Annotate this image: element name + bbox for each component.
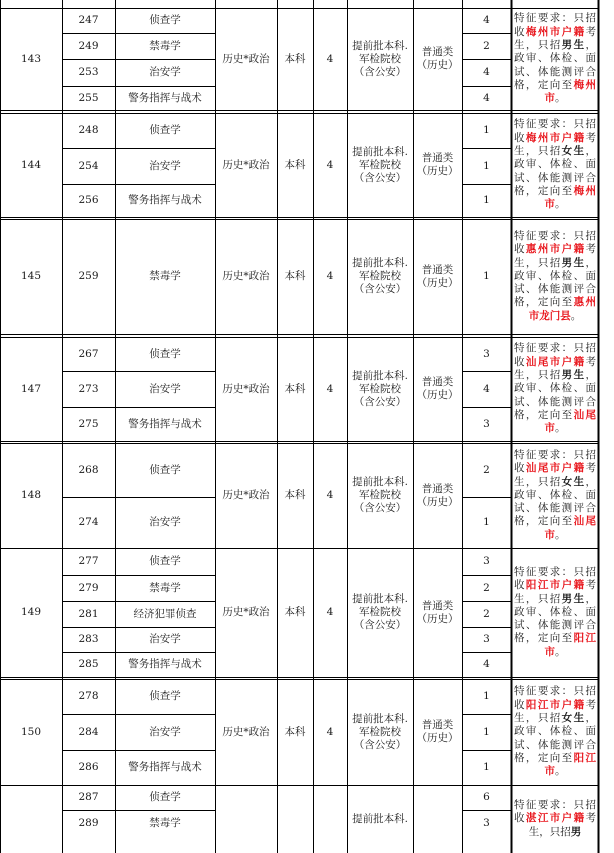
remark-text xyxy=(514,449,596,542)
batch-cell xyxy=(347,679,413,785)
major-code-cell xyxy=(62,750,115,785)
major-name-cell-text: 禁毒学 xyxy=(149,581,181,594)
major-name-cell-text: 禁毒学 xyxy=(149,270,181,282)
remark-cell xyxy=(512,443,598,548)
plan-count-cell-text: 2 xyxy=(483,581,490,594)
major-name-cell-text: 侦查学 xyxy=(149,347,181,360)
major-name-cell xyxy=(115,679,215,714)
major-code-cell xyxy=(62,575,115,601)
remark-text xyxy=(514,12,596,105)
major-code-cell xyxy=(62,371,115,407)
plan-count-cell xyxy=(462,8,511,33)
major-code-cell-text: 285 xyxy=(78,658,99,670)
remark-bold: 女生 xyxy=(561,475,586,488)
plan-count-cell-text: 4 xyxy=(483,14,490,26)
remark-run: ，政审、体检、面试、体能测评合格，定向至 xyxy=(514,256,597,309)
duration-cell xyxy=(313,113,347,217)
major-name-cell-text: 治安学 xyxy=(149,66,181,78)
remark-bold: 女生 xyxy=(561,712,586,725)
remark-run: 特征要求：只招收 xyxy=(514,799,596,825)
remark-highlight: 阳江市户籍 xyxy=(525,698,586,711)
major-name-cell xyxy=(115,750,215,785)
remark-run: 。 xyxy=(570,309,582,322)
major-name-cell-text: 警务指挥与战术 xyxy=(128,194,202,206)
plan-count-cell xyxy=(462,443,511,497)
plan-count-cell xyxy=(462,575,511,601)
subject-requirement-cell-text: 历史*政治 xyxy=(222,382,270,395)
plan-count-cell-text: 1 xyxy=(483,159,490,172)
subject-requirement-cell xyxy=(215,548,277,677)
major-code-cell-text: 274 xyxy=(78,516,99,528)
major-name-cell xyxy=(115,601,215,627)
category-cell-text: 普通类 （历史） xyxy=(416,46,459,71)
remark-run: 。 xyxy=(555,422,566,435)
major-code-cell xyxy=(62,497,115,548)
major-code-cell-text: 247 xyxy=(78,14,99,26)
remark-run: 考生，只招 xyxy=(514,579,597,605)
group-seq-cell xyxy=(0,679,62,785)
remark-run: 特征要求：只招收 xyxy=(514,448,596,475)
remark-highlight: 汕尾市 xyxy=(544,408,597,435)
category-cell-text: 普通类 （历史） xyxy=(416,719,459,744)
major-name-cell-text: 侦查学 xyxy=(149,463,181,476)
major-name-cell-text: 治安学 xyxy=(149,725,181,738)
plan-count-cell xyxy=(462,184,511,217)
group-seq-cell-text: 144 xyxy=(20,158,42,171)
batch-cell-text: 提前批本科. 军检院校 （含公安） xyxy=(352,593,408,631)
remark-run: 特征要求：只招收 xyxy=(514,12,596,38)
remark-run: ，政审、体检、面试、体能测评合格，定向至 xyxy=(514,475,597,528)
remark-run: 。 xyxy=(555,645,566,658)
category-cell xyxy=(413,548,462,677)
plan-count-cell xyxy=(462,679,511,714)
remark-text xyxy=(514,342,596,435)
plan-count-cell xyxy=(462,714,511,750)
batch-cell-text: 提前批本科. 军检院校 （含公安） xyxy=(352,39,408,78)
major-name-cell xyxy=(115,407,215,441)
category-cell xyxy=(413,113,462,217)
major-name-cell xyxy=(115,219,215,334)
subject-requirement-cell xyxy=(215,337,277,441)
subject-requirement-cell xyxy=(215,113,277,217)
subject-requirement-cell-text: 历史*政治 xyxy=(222,606,270,618)
major-code-cell-text: 283 xyxy=(78,633,99,645)
group-seq-cell-text: 148 xyxy=(20,489,42,501)
major-code-cell-text: 286 xyxy=(78,761,99,773)
group-seq-cell-text: 147 xyxy=(20,382,42,395)
plan-count-cell xyxy=(462,371,511,407)
plan-count-cell xyxy=(462,86,511,110)
plan-count-cell xyxy=(462,113,511,148)
level-cell xyxy=(277,113,313,217)
major-code-cell-text: 273 xyxy=(78,382,99,395)
category-cell xyxy=(413,8,462,110)
duration-cell-text: 4 xyxy=(326,158,334,171)
major-code-cell xyxy=(62,679,115,714)
major-code-cell-text: 278 xyxy=(78,690,99,702)
major-code-cell xyxy=(62,652,115,677)
plan-count-cell-text: 1 xyxy=(483,690,490,702)
batch-cell-text: 提前批本科. 军检院校 （含公安） xyxy=(352,476,408,514)
plan-count-cell-text: 4 xyxy=(483,91,490,104)
duration-cell xyxy=(313,219,347,334)
major-code-cell-text: 254 xyxy=(78,159,99,172)
plan-count-cell-text: 4 xyxy=(483,658,490,670)
remark-bold: 男生 xyxy=(561,369,586,382)
duration-cell xyxy=(313,785,347,853)
major-name-cell xyxy=(115,59,215,86)
remark-highlight: 汕尾市 xyxy=(544,515,597,541)
plan-count-cell-text: 1 xyxy=(483,270,490,282)
remark-run: 特征要求：只招收 xyxy=(514,565,596,592)
remark-run: ，政审、体检、面试、体能测评合格，定向至 xyxy=(514,712,597,764)
batch-cell-text: 提前批本科. 军检院校 （含公安） xyxy=(352,257,408,295)
level-cell xyxy=(277,548,313,677)
batch-cell-text: 提前批本科. 军检院校 （含公安） xyxy=(352,712,408,751)
major-name-cell-text: 警务指挥与战术 xyxy=(128,91,202,104)
plan-count-cell xyxy=(462,148,511,184)
remark-run: 。 xyxy=(555,528,566,541)
remark-highlight: 阳江市户籍 xyxy=(525,579,586,592)
major-code-cell xyxy=(62,337,115,371)
major-name-cell-text: 侦查学 xyxy=(149,14,181,26)
major-name-cell xyxy=(115,86,215,110)
major-code-cell-text: 281 xyxy=(78,607,99,620)
remark-run: 。 xyxy=(555,765,566,778)
plan-count-cell xyxy=(462,548,511,575)
plan-count-cell xyxy=(462,810,511,836)
group-seq-cell-text: 143 xyxy=(20,52,42,65)
remark-run: 考生，只招 xyxy=(514,698,597,725)
remark-run: 考生，只招 xyxy=(528,812,597,838)
category-cell-text: 普通类 （历史） xyxy=(416,152,459,177)
remark-bold: 男 xyxy=(570,825,582,838)
major-code-cell-text: 253 xyxy=(78,66,99,78)
major-code-cell-text: 248 xyxy=(78,124,99,136)
remark-cell xyxy=(512,679,598,785)
remark-text xyxy=(514,566,596,659)
category-cell xyxy=(413,679,462,785)
plan-count-cell-text: 3 xyxy=(483,633,490,645)
subject-requirement-cell xyxy=(215,443,277,548)
major-name-cell xyxy=(115,627,215,652)
plan-count-cell-text: 3 xyxy=(483,555,490,567)
major-name-cell xyxy=(115,113,215,148)
group-seq-cell-text: 149 xyxy=(20,606,42,618)
duration-cell-text: 4 xyxy=(326,52,334,65)
plan-count-cell-text: 1 xyxy=(483,725,490,738)
category-cell xyxy=(413,785,462,853)
plan-count-cell xyxy=(462,601,511,627)
major-name-cell xyxy=(115,371,215,407)
major-code-cell xyxy=(62,59,115,86)
major-code-cell xyxy=(62,33,115,59)
batch-cell xyxy=(347,785,413,853)
level-cell xyxy=(277,785,313,853)
major-code-cell-text: 259 xyxy=(78,270,99,282)
remark-highlight: 湛江市户籍 xyxy=(525,812,586,825)
subject-requirement-cell-text: 历史*政治 xyxy=(222,158,270,171)
remark-run: ，政审、体检、面试、体能测评合格，定向至 xyxy=(514,39,597,91)
level-cell xyxy=(277,8,313,110)
subject-requirement-cell xyxy=(215,8,277,110)
category-cell xyxy=(413,443,462,548)
batch-cell-text: 提前批本科. 军检院校 （含公安） xyxy=(352,369,408,408)
level-cell-text: 本科 xyxy=(284,725,306,738)
subject-requirement-cell xyxy=(215,219,277,334)
plan-count-cell xyxy=(462,337,511,371)
plan-count-cell-text: 4 xyxy=(483,382,490,395)
major-name-cell-text: 治安学 xyxy=(149,516,181,528)
major-name-cell xyxy=(115,652,215,677)
subject-requirement-cell-text: 历史*政治 xyxy=(222,489,270,501)
major-code-cell xyxy=(62,407,115,441)
major-code-cell xyxy=(62,443,115,497)
major-name-cell-text: 禁毒学 xyxy=(149,816,181,829)
batch-cell xyxy=(347,219,413,334)
subject-requirement-cell-text: 历史*政治 xyxy=(222,270,270,282)
duration-cell xyxy=(313,443,347,548)
plan-count-cell xyxy=(462,59,511,86)
plan-count-cell-text: 3 xyxy=(483,347,490,360)
major-code-cell xyxy=(62,601,115,627)
remark-bold: 男生 xyxy=(561,592,586,605)
remark-highlight: 阳江市 xyxy=(544,751,597,778)
plan-count-cell xyxy=(462,219,511,334)
major-code-cell-text: 256 xyxy=(78,194,99,206)
group-seq-cell xyxy=(0,8,62,110)
subject-requirement-cell xyxy=(215,785,277,853)
remark-bold: 男生 xyxy=(561,256,586,269)
batch-cell xyxy=(347,443,413,548)
batch-cell xyxy=(347,113,413,217)
plan-count-cell-text: 2 xyxy=(483,463,490,476)
plan-count-cell xyxy=(462,497,511,548)
major-code-cell-text: 268 xyxy=(78,463,99,476)
remark-bold: 男生 xyxy=(561,39,586,52)
major-name-cell xyxy=(115,497,215,548)
duration-cell xyxy=(313,548,347,677)
plan-count-cell xyxy=(462,627,511,652)
subject-requirement-cell xyxy=(215,679,277,785)
plan-count-cell-text: 1 xyxy=(483,124,490,136)
major-name-cell-text: 治安学 xyxy=(149,159,181,172)
remark-run: 考生，只招 xyxy=(514,25,597,52)
major-code-cell xyxy=(62,8,115,33)
major-name-cell xyxy=(115,810,215,836)
major-name-cell xyxy=(115,548,215,575)
major-name-cell-text: 侦查学 xyxy=(149,555,181,567)
major-code-cell xyxy=(62,810,115,836)
remark-run: ，政审、体检、面试、体能测评合格，定向至 xyxy=(514,145,597,197)
major-name-cell-text: 治安学 xyxy=(149,382,181,395)
plan-count-cell-text: 2 xyxy=(483,39,490,52)
level-cell-text: 本科 xyxy=(284,52,306,65)
major-name-cell-text: 警务指挥与战术 xyxy=(128,417,202,430)
remark-run: ，政审、体检、面试、体能测评合格，定向至 xyxy=(514,369,597,421)
batch-cell xyxy=(347,548,413,677)
major-code-cell xyxy=(62,785,115,810)
remark-text xyxy=(514,230,596,323)
remark-run: 特征要求：只招收 xyxy=(514,118,596,144)
major-code-cell xyxy=(62,86,115,110)
plan-count-cell-text: 1 xyxy=(483,761,490,773)
plan-count-cell-text: 2 xyxy=(483,607,490,620)
level-cell xyxy=(277,443,313,548)
major-name-cell xyxy=(115,443,215,497)
major-code-cell-text: 249 xyxy=(78,39,99,52)
batch-cell-text: 提前批本科. xyxy=(352,812,408,825)
remark-text xyxy=(514,118,596,211)
plan-count-cell-text: 4 xyxy=(483,66,490,78)
group-seq-cell-text: 145 xyxy=(20,270,42,282)
plan-count-cell xyxy=(462,652,511,677)
remark-highlight: 惠州市户籍 xyxy=(525,243,586,256)
remark-run: 。 xyxy=(555,198,566,211)
group-seq-cell xyxy=(0,443,62,548)
major-code-cell-text: 287 xyxy=(78,791,99,803)
remark-cell xyxy=(512,548,598,677)
category-cell-text: 普通类 （历史） xyxy=(416,376,459,401)
level-cell xyxy=(277,679,313,785)
plan-count-cell xyxy=(462,407,511,441)
duration-cell xyxy=(313,337,347,441)
major-name-cell xyxy=(115,714,215,750)
plan-count-cell xyxy=(462,750,511,785)
major-name-cell-text: 禁毒学 xyxy=(149,39,181,52)
plan-count-cell-text: 1 xyxy=(483,516,490,528)
duration-cell-text: 4 xyxy=(326,270,334,282)
major-code-cell-text: 255 xyxy=(78,91,99,104)
group-seq-cell xyxy=(0,219,62,334)
batch-cell xyxy=(347,8,413,110)
remark-cell xyxy=(512,337,598,441)
major-name-cell-text: 侦查学 xyxy=(149,791,181,803)
plan-count-cell-text: 6 xyxy=(483,791,490,803)
major-name-cell xyxy=(115,785,215,810)
remark-highlight: 阳江市 xyxy=(544,632,597,658)
major-name-cell-text: 侦查学 xyxy=(149,690,181,702)
remark-highlight: 梅州市 xyxy=(544,78,597,105)
major-name-cell xyxy=(115,337,215,371)
group-seq-cell xyxy=(0,785,62,853)
remark-cell xyxy=(512,219,598,334)
level-cell-text: 本科 xyxy=(284,606,306,618)
major-code-cell xyxy=(62,113,115,148)
subject-requirement-cell-text: 历史*政治 xyxy=(222,52,270,65)
duration-cell-text: 4 xyxy=(326,382,334,395)
major-code-cell-text: 284 xyxy=(78,725,99,738)
remark-run: 考生，只招 xyxy=(514,355,597,382)
level-cell xyxy=(277,337,313,441)
major-code-cell xyxy=(62,219,115,334)
remark-highlight: 梅州市 xyxy=(544,184,597,211)
remark-run: 考生，只招 xyxy=(514,131,597,158)
remark-run: 考生，只招 xyxy=(514,243,597,269)
duration-cell xyxy=(313,679,347,785)
remark-text xyxy=(514,785,596,839)
major-code-cell-text: 279 xyxy=(78,581,99,594)
level-cell-text: 本科 xyxy=(284,382,306,395)
level-cell-text: 本科 xyxy=(284,489,306,501)
major-name-cell xyxy=(115,148,215,184)
major-code-cell xyxy=(62,148,115,184)
group-seq-cell-text: 150 xyxy=(20,725,42,738)
plan-count-cell xyxy=(462,33,511,59)
category-cell xyxy=(413,337,462,441)
remark-cell xyxy=(512,785,598,853)
remark-run: 特征要求：只招收 xyxy=(514,229,596,256)
major-code-cell-text: 275 xyxy=(78,417,99,430)
major-code-cell-text: 289 xyxy=(78,816,99,829)
group-seq-cell xyxy=(0,113,62,217)
major-code-cell xyxy=(62,714,115,750)
remark-highlight: 汕尾市户籍 xyxy=(525,462,586,475)
major-code-cell-text: 277 xyxy=(78,555,99,567)
subject-requirement-cell-text: 历史*政治 xyxy=(222,725,270,738)
duration-cell xyxy=(313,8,347,110)
category-cell xyxy=(413,219,462,334)
batch-cell-text: 提前批本科. 军检院校 （含公安） xyxy=(352,145,408,184)
remark-highlight: 惠州市龙门县 xyxy=(528,296,597,322)
major-code-cell xyxy=(62,548,115,575)
level-cell-text: 本科 xyxy=(284,158,306,171)
major-name-cell-text: 侦查学 xyxy=(149,124,181,136)
major-name-cell-text: 治安学 xyxy=(149,633,181,645)
remark-bold: 女生 xyxy=(561,145,586,158)
remark-highlight: 梅州市户籍 xyxy=(525,25,586,38)
level-cell xyxy=(277,219,313,334)
major-name-cell xyxy=(115,184,215,217)
remark-highlight: 汕尾市户籍 xyxy=(525,355,586,368)
duration-cell-text: 4 xyxy=(326,725,334,738)
major-name-cell xyxy=(115,575,215,601)
plan-count-cell-text: 1 xyxy=(483,194,490,206)
remark-cell xyxy=(512,8,598,110)
major-code-cell-text: 267 xyxy=(78,347,99,360)
batch-cell xyxy=(347,337,413,441)
category-cell-text: 普通类 （历史） xyxy=(416,263,459,289)
group-seq-cell xyxy=(0,548,62,677)
remark-run: 特征要求：只招收 xyxy=(514,342,596,368)
remark-run: 特征要求：只招收 xyxy=(514,685,596,711)
duration-cell-text: 4 xyxy=(326,489,334,501)
remark-cell xyxy=(512,113,598,217)
remark-run: 考生，只招 xyxy=(514,462,597,488)
major-code-cell xyxy=(62,627,115,652)
remark-text xyxy=(514,685,596,778)
category-cell-text: 普通类 （历史） xyxy=(416,599,459,625)
plan-count-cell-text: 3 xyxy=(483,816,490,829)
remark-highlight: 梅州市户籍 xyxy=(525,131,586,144)
remark-run: 。 xyxy=(555,92,566,105)
major-name-cell-text: 经济犯罪侦查 xyxy=(133,607,197,620)
category-cell-text: 普通类 （历史） xyxy=(416,482,459,508)
major-name-cell-text: 警务指挥与战术 xyxy=(128,658,202,670)
level-cell-text: 本科 xyxy=(284,270,306,282)
duration-cell-text: 4 xyxy=(326,606,334,618)
plan-count-cell-text: 3 xyxy=(483,417,490,430)
plan-count-cell xyxy=(462,785,511,810)
major-name-cell xyxy=(115,8,215,33)
major-code-cell xyxy=(62,184,115,217)
remark-run: ，政审、体检、面试、体能测评合格，定向至 xyxy=(514,592,597,645)
major-name-cell xyxy=(115,33,215,59)
group-seq-cell xyxy=(0,337,62,441)
major-name-cell-text: 警务指挥与战术 xyxy=(128,761,202,773)
